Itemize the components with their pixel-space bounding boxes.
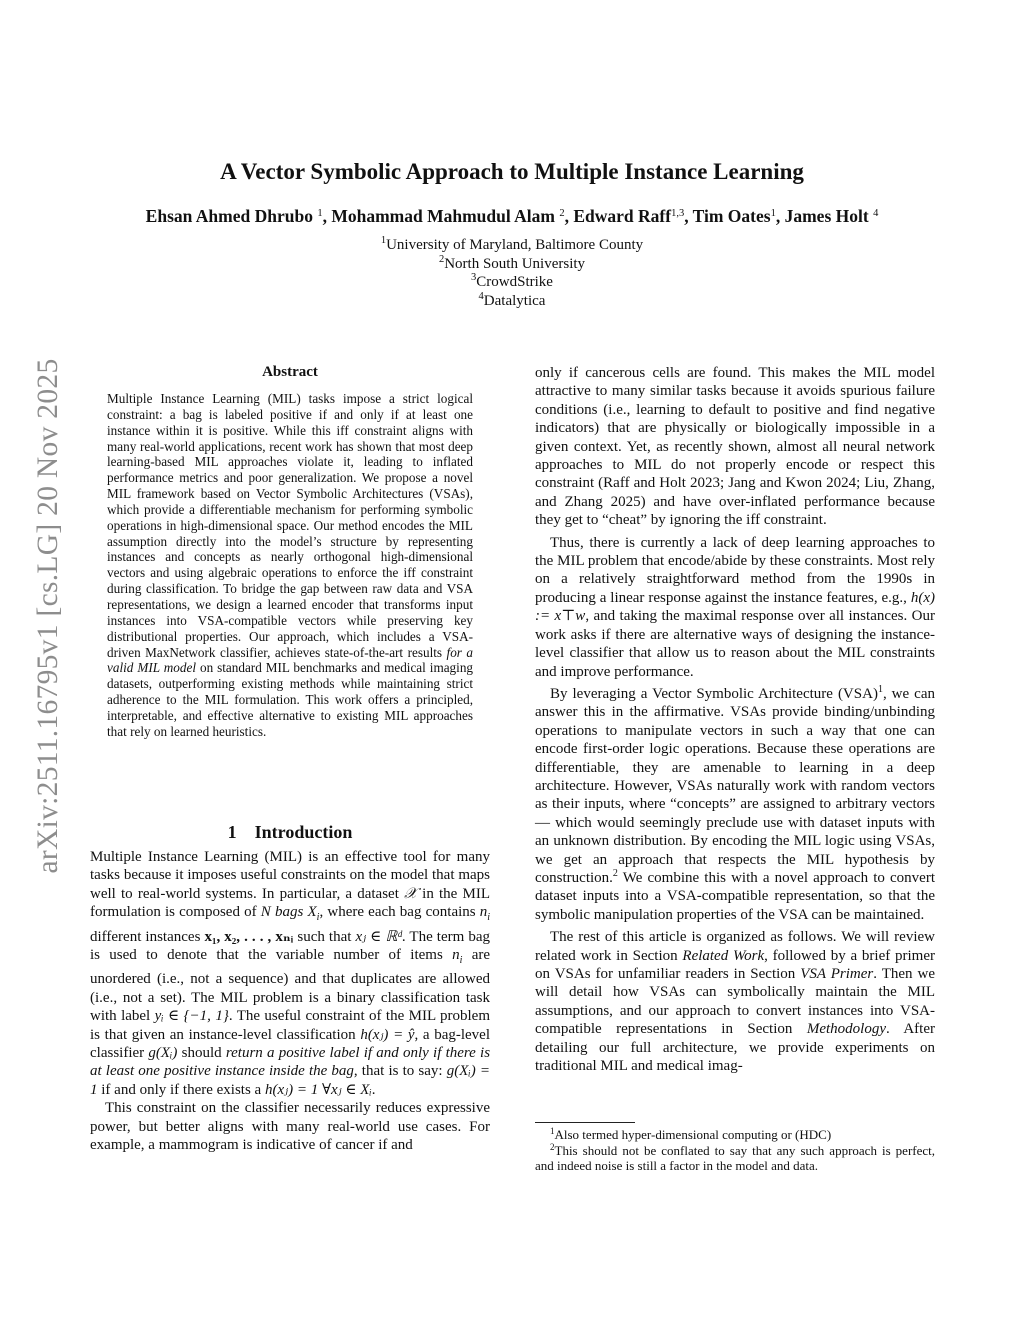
body-text: . Then we will detail how VSAs can symbolically maintain the MIL assumptions, and our approach to convert instances into VSA-compatible representations in Section (535, 966, 935, 1038)
math-expression: h(xⱼ) = 1 ∀xⱼ ∈ Xᵢ (264, 1081, 372, 1098)
math-expression: xⱼ ∈ ℝᵈ (355, 928, 402, 945)
footnotes (535, 1127, 935, 1174)
affiliation-line (250, 293, 774, 310)
emphasis-text: return a positive label if and only if there is at least one positive instance inside the bag (90, 1045, 491, 1080)
paragraph: only if cancerous cells are found. This makes the MIL model attractive to many similar tasks because it avoids spurious failure conditions (i.e., learning to default to positive and find negative indicators) that are physically or biologically impossible in a given context. Yet, as recently shown, almost all neural network approaches to MIL do not properly encode or respect this constraint (Raff and Holt 2023; Jang and Kwon 2024; Liu, Zhang, and Zhang 2025) and have over-inflated performance because they get to “cheat” by ignoring the iff constraint. (535, 365, 935, 529)
affiliation-mark: 4 (478, 291, 484, 302)
section-reference: Related Work (682, 947, 765, 964)
emphasis-text: bags (274, 904, 304, 921)
math-symbol: n (479, 904, 488, 921)
footnote-divider (535, 1122, 635, 1123)
author-affiliation-mark: 4 (873, 208, 879, 219)
footnote-mark: 2 (550, 1141, 555, 1152)
right-column-body (535, 364, 935, 1075)
paper-title: A Vector Symbolic Approach to Multiple Instance Learning (220, 159, 804, 184)
affiliation-name: CrowdStrike (476, 274, 553, 290)
footnote-text: Also termed hyper-dimensional computing or (HDC) (554, 1127, 832, 1142)
author-name: Mohammad Mahmudul Alam (331, 206, 555, 226)
footnote (535, 1143, 935, 1174)
affiliation-line (250, 274, 774, 291)
abstract-text: on standard MIL benchmarks and medical imaging datasets, outperforming existing methods while maintaining strict adherence to the MIL formulation. This work offers a principled, interpretable, and effective alternative to existing MIL approaches that rely on learned heuristics. (107, 660, 474, 739)
author-affiliation-mark: 1 (770, 208, 776, 219)
affiliation-name: North South University (444, 256, 586, 272)
body-text: , a bag-level classifier (90, 1026, 491, 1062)
abstract-heading: Abstract (262, 364, 318, 380)
math-symbol: n (452, 947, 460, 964)
body-text: We combine this with a novel approach to convert dataset inputs into a VSA-compatible representation, so that the symbolic manipulation properties of the VSA can be maintained. (535, 869, 935, 923)
left-column-body (90, 848, 490, 1155)
footnote-reference[interactable]: 2 (612, 867, 618, 879)
affiliation-mark: 3 (471, 272, 477, 283)
paragraph: Multiple Instance Learning (MIL) is an effective tool for many tasks because it imposes useful constraints on the model that maps well to real-world systems. In particular, a dataset 𝒳 in the MIL formulation is composed of N bags $X_i$, where each bag contains $n_i$ different instances x₁, x₂, . . . , xₙᵢ such that xⱼ ∈ ℝᵈ. The term bag is used to denote that the variable number of items $n_i$ are unordered (i.e., not a sequence) and that duplicates are allowed (i.e., not a set). The MIL problem is a binary classification task with label yᵢ ∈ {−1, 1}. The useful constraint of the MIL problem is that given an instance-level classification h(xⱼ) = ŷ, a bag-level classifier g(Xᵢ) should return a positive label if and only if there is at least one positive instance inside the bag, that is to say: g(Xᵢ) = 1 if and only if there exists a h(xⱼ) = 1 ∀xⱼ ∈ Xᵢ. (90, 849, 491, 1098)
body-text: Multiple Instance Learning (MIL) is an effective tool for many tasks because it imposes useful constraints on the model that maps well to real-world systems. In particular, a dataset (90, 849, 490, 902)
affiliation-line (250, 237, 774, 254)
author-affiliation-mark: 1 (317, 208, 323, 219)
footnote-reference[interactable]: 1 (877, 683, 883, 695)
body-text: are unordered (i.e., not a sequence) and that duplicates are allowed (i.e., not a set). The MIL problem is a binary classification task with label (90, 947, 491, 1025)
arxiv-identifier-stamp: arXiv:2511.16795v1 [cs.LG] 20 Nov 2025 (32, 358, 64, 874)
footnote-text: This should not be conflated to say that any such approach is perfect, and indeed noise is still a factor in the model and data. (535, 1142, 935, 1173)
paragraph (535, 685, 935, 924)
body-text: in the MIL formulation is composed of (90, 885, 490, 921)
body-text: different instances (90, 928, 201, 945)
body-text: . The term bag is used to denote that the variable number of items (90, 928, 491, 964)
math-symbol: N (260, 904, 271, 921)
section-reference: Methodology (806, 1021, 886, 1038)
body-text: such that (297, 928, 352, 945)
math-expression: yᵢ ∈ {−1, 1} (154, 1008, 229, 1025)
paragraph (535, 928, 935, 1075)
paragraph: This constraint on the classifier necessarily reduces expressive power, but better aligns with many real-world use cases. For example, a mammogram is indicative of cancer if and (90, 1100, 490, 1154)
body-text: By leveraging a Vector Symbolic Architecture (VSA) (550, 685, 878, 702)
footnote (535, 1127, 935, 1143)
abstract-text: Multiple Instance Learning (MIL) tasks impose a strict logical constraint: a bag is labeled positive if and only if at least one instance within it is positive. While this iff constraint aligns with many real-world applications, recent work has shown that most deep learning-based MIL approaches violate it, leading to inflated performance metrics and poor generalization. We propose a novel MIL framework based on Vector Symbolic Architectures (VSAs), which provide a differentiable mechanism for performing symbolic operations in high-dimensional space. Our method encodes the MIL assumption directly into the model’s structure by representing instances and concepts as nearly orthogonal high-dimensional vectors and using algebraic operations to enforce the iff constraint during classification. To bridge the gap between raw data and VSA representations, we design a learned encoder that transforms input instances into VSA-compatible vectors while preserving key distributional properties. Our approach, which includes a VSA-driven MaxNetwork classifier, achieves state-of-the-art results (107, 391, 473, 660)
author-affiliation-mark: 2 (559, 208, 565, 219)
section-title: Introduction (254, 822, 353, 842)
author-name: Tim Oates (692, 206, 771, 226)
body-text: should (181, 1045, 222, 1062)
math-expression: x₁, x₂, . . . , xₙᵢ (204, 928, 294, 945)
body-text: , that is to say: (353, 1063, 443, 1080)
math-symbol: 𝒳 (404, 885, 417, 902)
math-symbol: X (307, 904, 317, 921)
author-affiliation-mark: 1,3 (671, 208, 685, 219)
paragraph (535, 534, 935, 681)
author-name: James Holt (784, 206, 869, 226)
affiliation-mark: 2 (438, 254, 445, 265)
section-heading (90, 822, 490, 843)
body-text: . After detailing our full architecture, we provide experiments on traditional MIL and medical imag- (535, 1021, 936, 1075)
abstract-emphasis: for a valid MIL model (107, 644, 474, 676)
affiliation-name: Datalytica (483, 293, 546, 309)
body-text: . The useful constraint of the MIL problem is that given an instance-level classification (90, 1008, 490, 1043)
section-number: 1 (227, 822, 237, 842)
affiliation-line (250, 256, 774, 273)
body-text: , followed by a brief primer on VSAs for unfamiliar readers in Section (535, 947, 936, 982)
footnote-mark: 1 (550, 1126, 555, 1136)
author-list: Ehsan Ahmed Dhrubo $^1$, Mohammad Mahmudul Alam $^2$, Edward Raff$^{1,3}$, Tim Oates$^1$, James Holt $^4$ (145, 206, 879, 226)
author-name: Edward Raff (573, 206, 672, 226)
section-reference: VSA Primer (800, 966, 874, 982)
abstract-body (107, 391, 473, 740)
math-expression: h(x) := x⊤w (535, 589, 935, 625)
author-name: Ehsan Ahmed Dhrubo (145, 206, 313, 226)
math-expression: g(Xᵢ) = 1 (90, 1063, 490, 1098)
body-text: , and taking the maximal response over all instances. Our work asks if there are alternative ways of designing the instance-level classifier that allow us to reason about the MIL constraints and improve performance. (535, 608, 935, 680)
math-expression: g(Xᵢ) (148, 1045, 178, 1062)
body-text: , we can answer this in the affirmative. VSAs provide binding/unbinding operations to manipulate vectors in such a way that one can encode first-order logic operations. Because these operations are differentiable, they are amenable to learning in a deep architecture. However, VSAs naturally work with random vectors as their inputs, where “concepts” are assigned to arbitrary vectors — which would seemingly preclude use with dataset inputs with an unknown distribution. By encoding the MIL logic using VSAs, we get an approach that respects the MIL hypothesis by construction. (535, 685, 935, 886)
math-expression: h(xⱼ) = ŷ (360, 1026, 415, 1043)
body-text: The rest of this article is organized as follows. We will review related work in Section (535, 929, 935, 964)
body-text: Thus, there is currently a lack of deep learning approaches to the MIL problem that encode/abide by these constraints. Most rely on a relatively straightforward method from the 1990s in producing a linear response against the instance features, e.g., (535, 534, 935, 606)
affiliation-name: University of Maryland, Baltimore County (386, 237, 644, 253)
affiliation-mark: 1 (380, 235, 387, 246)
body-text: , where each bag contains (319, 904, 476, 921)
body-text: if and only if there exists a (101, 1081, 262, 1098)
